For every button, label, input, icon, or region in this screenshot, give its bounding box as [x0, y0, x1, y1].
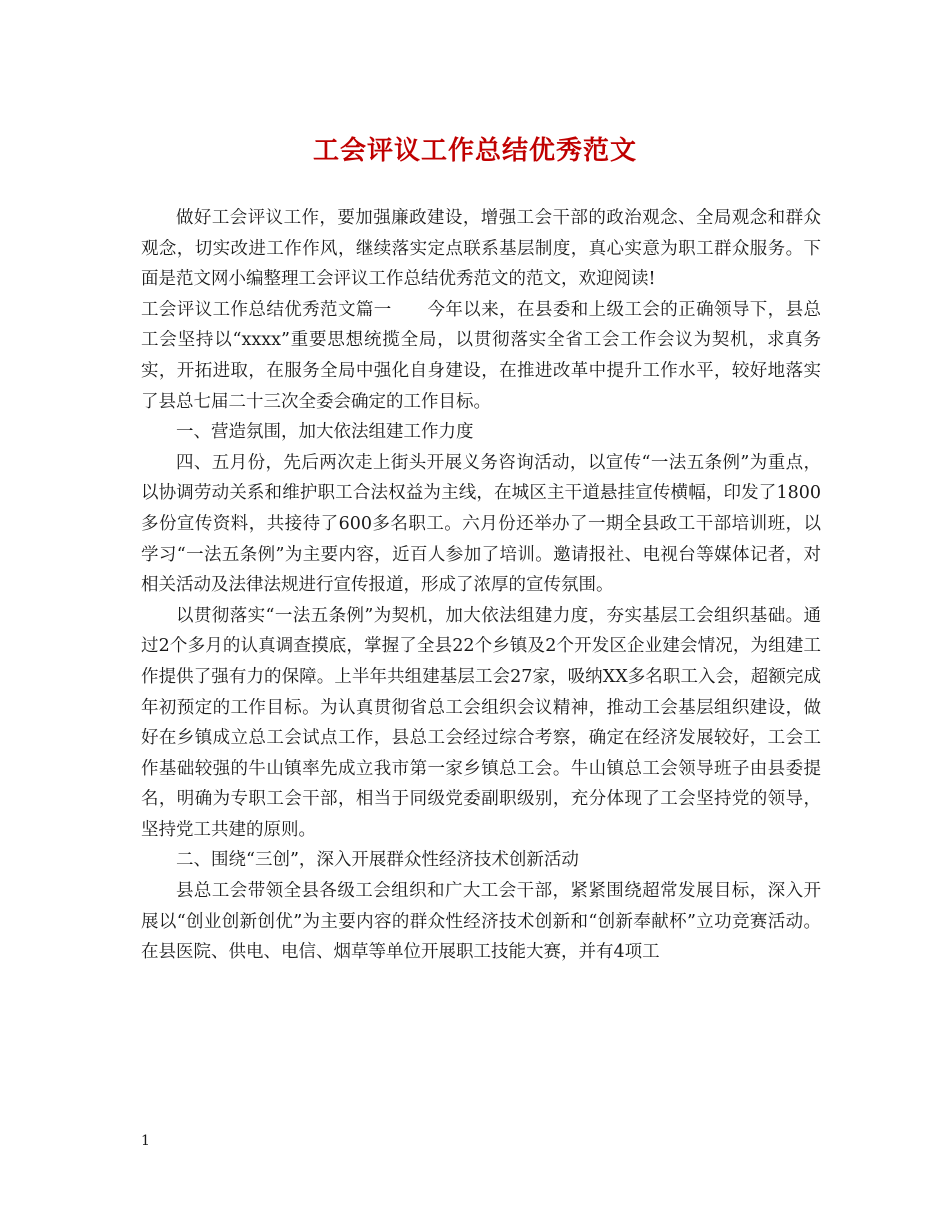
- document-body: [141, 203, 821, 968]
- document-title: 工会评议工作总结优秀范文: [312, 136, 637, 166]
- paragraph-organization-building: 以贯彻落实“一法五条例”为契机，加大依法组建力度，夯实基层工会组织基础。通过2个多月的认真调查摸底，掌握了全县22个乡镇及2个开发区企业建会情况，为组建工作提供了强有力的保障。上半年共组建基层工会27家，吸纳XX多名职工入会，超额完成年初预定的工作目标。为认真贯彻省总工会组织会议精神，推动工会基层组织建设，做好在乡镇成立总工会试点工作，县总工会经过综合考察，确定在经济发展较好，工会工作基础较强的牛山镇率先成立我市第一家乡镇总工会。牛山镇总工会领导班子由县委提名，明确为专职工会干部，相当于同级党委副职级别，充分体现了工会坚持党的领导，坚持党工共建的原则。: [141, 605, 821, 840]
- section-heading-two: 二、围绕“三创”，深入开展群众性经济技术创新活动: [176, 850, 579, 871]
- page-number: 1: [141, 1133, 150, 1149]
- paragraph-innovation: 县总工会带领全县各级工会组织和广大工会干部，紧紧围绕超常发展目标，深入开展以“创业创新创优”为主要内容的群众性经济技术创新和“创新奉献杯”立功竞赛活动。在县医院、供电、电信、烟草等单位开展职工技能大赛，并有4项工: [141, 881, 821, 963]
- paragraph-intro: 做好工会评议工作，要加强廉政建设，增强工会干部的政治观念、全局观念和群众观念，切实改进工作作风，继续落实定点联系基层制度，真心实意为职工群众服务。下面是范文网小编整理工会评议工作总结优秀范文的范文，欢迎阅读!: [141, 208, 821, 290]
- paragraph-publicity: 四、五月份，先后两次走上街头开展义务咨询活动，以宣传“一法五条例”为重点，以协调劳动关系和维护职工合法权益为主线，在城区主干道悬挂宣传横幅，印发了1800多份宣传资料，共接待了600多名职工。六月份还举办了一期全县政工干部培训班，以学习“一法五条例”为主要内容，近百人参加了培训。邀请报社、电视台等媒体记者，对相关活动及法律法规进行宣传报道，形成了浓厚的宣传氛围。: [141, 452, 821, 596]
- paragraph-article-one-opening: 工会评议工作总结优秀范文篇一 今年以来，在县委和上级工会的正确领导下，县总工会坚持以“xxxx”重要思想统揽全局，以贯彻落实全省工会工作会议为契机，求真务实，开拓进取，在服务全局中强化自身建设，在推进改革中提升工作水平，较好地落实了县总七届二十三次全委会确定的工作目标。: [141, 299, 821, 412]
- section-heading-one: 一、营造氛围，加大依法组建工作力度: [176, 422, 474, 443]
